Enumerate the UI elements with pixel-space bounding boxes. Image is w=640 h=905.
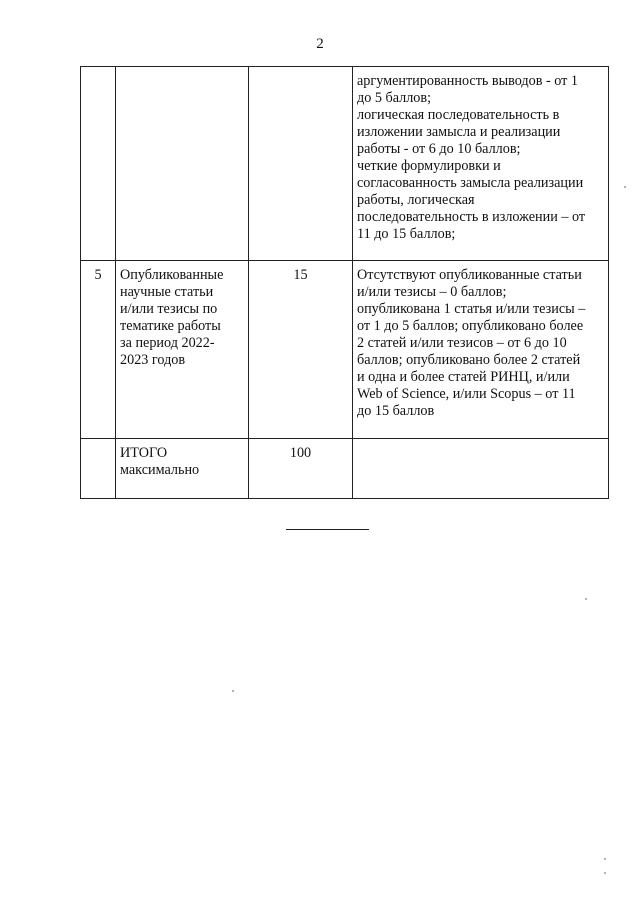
criteria-text-line: и одна и более статей РИНЦ, и/или (357, 369, 570, 385)
criteria-text-line: изложении замысла и реализации (357, 124, 561, 140)
criterion-name-line: 2023 годов (120, 352, 186, 368)
criterion-name-cell (116, 67, 249, 261)
criteria-text-line: согласованность замысла реализации (357, 175, 584, 191)
criteria-text-line: Web of Science, и/или Scopus – от 11 (357, 386, 576, 402)
row-number-cell: 5 (81, 261, 116, 439)
total-label-line: ИТОГО (120, 445, 168, 461)
row-number-cell (81, 67, 116, 261)
criterion-name-cell (116, 439, 249, 499)
total-label-line: максимально (120, 462, 200, 478)
criteria-text-line: до 5 баллов; (357, 90, 432, 106)
criteria-text-line: 2 статей и/или тезисов – от 6 до 10 (357, 335, 567, 351)
criterion-name-line: за период 2022- (120, 335, 215, 351)
criteria-text-line: от 1 до 5 баллов; опубликовано более (357, 318, 584, 334)
criteria-text-line: четкие формулировки и (357, 158, 501, 174)
criteria-text-line: последовательность в изложении – от (357, 209, 586, 225)
criteria-text-line: 11 до 15 баллов; (357, 226, 456, 242)
criterion-name-line: и/или тезисы по (120, 301, 218, 317)
criteria-text-line: баллов; опубликовано более 2 статей (357, 352, 581, 368)
criterion-name-line: Опубликованные (120, 267, 224, 283)
criteria-text-line: работы - от 6 до 10 баллов; (357, 141, 521, 157)
scan-speck (232, 690, 234, 692)
scoring-criteria-cell (353, 439, 609, 499)
total-max-score-cell: 100 (249, 439, 353, 499)
criteria-text-line: и/или тезисы – 0 баллов; (357, 284, 507, 300)
max-score-cell: 15 (249, 261, 353, 439)
criterion-name-line: тематике работы (120, 318, 221, 334)
criteria-text-line: Отсутствуют опубликованные статьи (357, 267, 582, 283)
criteria-text-line: опубликована 1 статья и/или тезисы – (357, 301, 586, 317)
criterion-name-line: научные статьи (120, 284, 214, 300)
scan-speck (604, 872, 606, 874)
criteria-table (80, 66, 609, 499)
table-row (81, 67, 609, 261)
scan-speck (624, 186, 626, 188)
row-number-cell (81, 439, 116, 499)
criteria-text-line: логическая последовательность в (357, 107, 560, 123)
criteria-text-line: аргументированность выводов - от 1 (357, 73, 579, 89)
criteria-text-line: работы, логическая (357, 192, 475, 208)
criterion-name-cell (116, 261, 249, 439)
page-number: 2 (316, 36, 324, 52)
end-of-document-line (286, 529, 369, 530)
criteria-text-line: до 15 баллов (357, 403, 435, 419)
max-score-cell (249, 67, 353, 261)
scoring-criteria-cell (353, 261, 609, 439)
scoring-criteria-cell (353, 67, 609, 261)
table-row-total (81, 439, 609, 499)
table-row (81, 261, 609, 439)
scan-speck (585, 598, 587, 600)
scan-speck (604, 858, 606, 860)
